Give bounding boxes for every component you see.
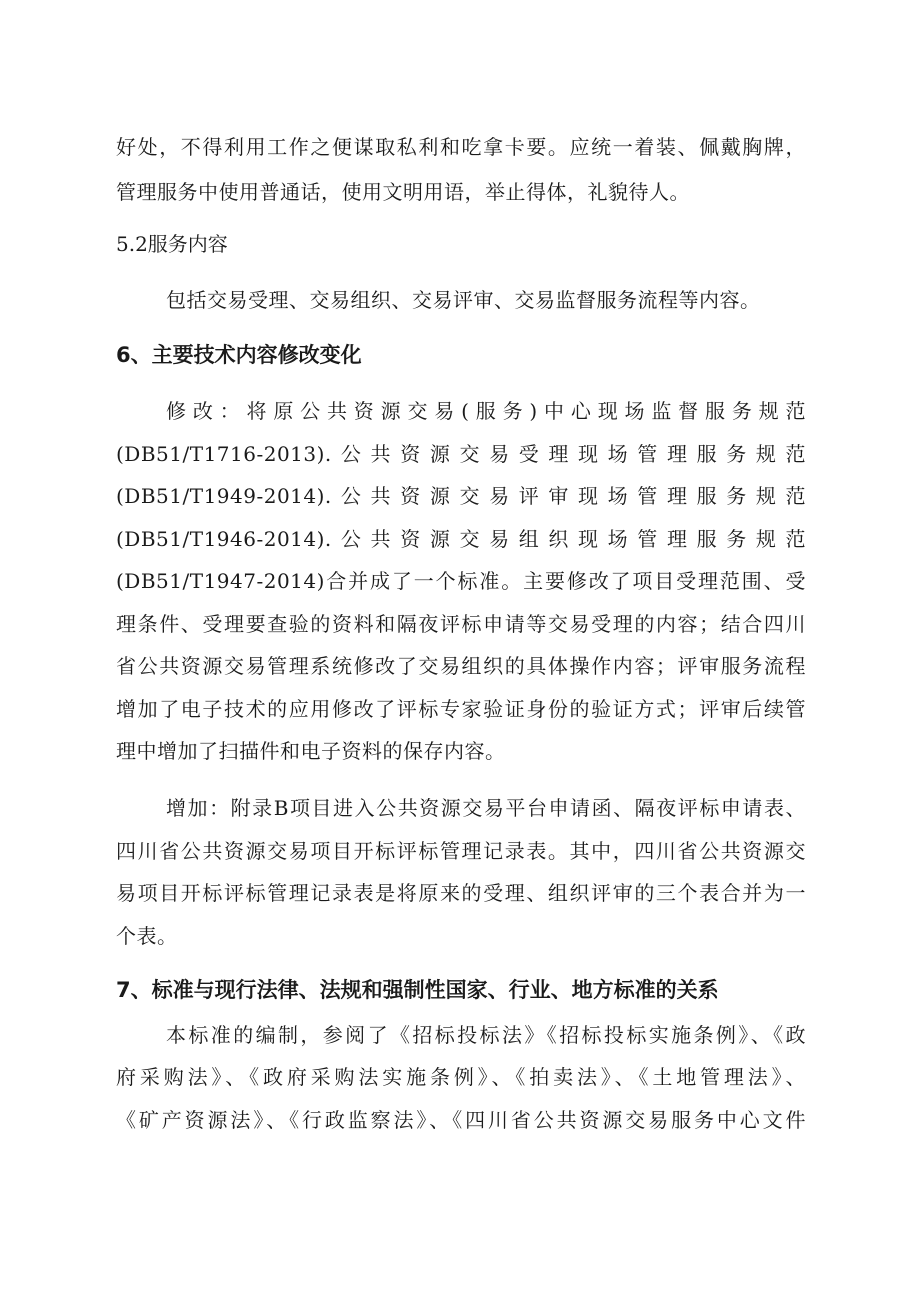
section-6-para2-line-3: 易项目开标评标管理记录表是将原来的受理、组织评审的三个表合并为一 xyxy=(116,881,806,905)
section-7-para-line-2: 府采购法》、《政府采购法实施条例》、《拍卖法》、《土地管理法》、 xyxy=(116,1065,806,1089)
section-5-2-body: 包括交易受理、交易组织、交易评审、交易监督服务流程等内容。 xyxy=(166,288,761,312)
section-6-para2-line-1: 增加：附录B项目进入公共资源交易平台申请函、隔夜评标申请表、 xyxy=(166,796,806,820)
section-6-para2-line-4: 个表。 xyxy=(116,924,178,948)
section-6-para1-line-6: 理条件、受理要查验的资料和隔夜评标申请等交易受理的内容；结合四川 xyxy=(116,612,806,636)
section-6-para2-line-2: 四川省公共资源交易项目开标评标管理记录表。其中，四川省公共资源交 xyxy=(116,839,806,863)
section-6-para1-line-5: (DB51/T1947-2014)合并成了一个标准。主要修改了项目受理范围、受 xyxy=(116,569,806,593)
section-6-para1-line-2: (DB51/T1716-2013).公共资源交易受理现场管理服务规范 xyxy=(116,442,806,466)
section-7-title: 7、标准与现行法律、法规和强制性国家、行业、地方标准的关系 xyxy=(116,978,719,1002)
section-6-para1-line-8: 增加了电子技术的应用修改了评标专家验证身份的验证方式；评审后续管 xyxy=(116,697,806,721)
section-7-para-line-3: 《矿产资源法》、《行政监察法》、《四川省公共资源交易服务中心文件 xyxy=(116,1108,806,1132)
section-6-para1-line-3: (DB51/T1949-2014).公共资源交易评审现场管理服务规范 xyxy=(116,484,806,508)
intro-line-2: 管理服务中使用普通话，使用文明用语，举止得体，礼貌待人。 xyxy=(116,180,690,204)
section-6-para1-line-9: 理中增加了扫描件和电子资料的保存内容。 xyxy=(116,739,506,763)
section-6-para1-line-1: 修改：将原公共资源交易(服务)中心现场监督服务规范 xyxy=(166,399,806,423)
section-5-2-title: 5.2服务内容 xyxy=(116,232,228,256)
section-6-title: 6、主要技术内容修改变化 xyxy=(116,343,362,367)
section-6-para1-line-4: (DB51/T1946-2014).公共资源交易组织现场管理服务规范 xyxy=(116,527,806,551)
section-6-para1-line-7: 省公共资源交易管理系统修改了交易组织的具体操作内容；评审服务流程 xyxy=(116,654,806,678)
section-7-para-line-1: 本标准的编制，参阅了《招标投标法》《招标投标实施条例》、《政 xyxy=(166,1023,806,1047)
intro-line-1: 好处，不得利用工作之便谋取私利和吃拿卡要。应统一着装、佩戴胸牌， xyxy=(116,135,806,159)
